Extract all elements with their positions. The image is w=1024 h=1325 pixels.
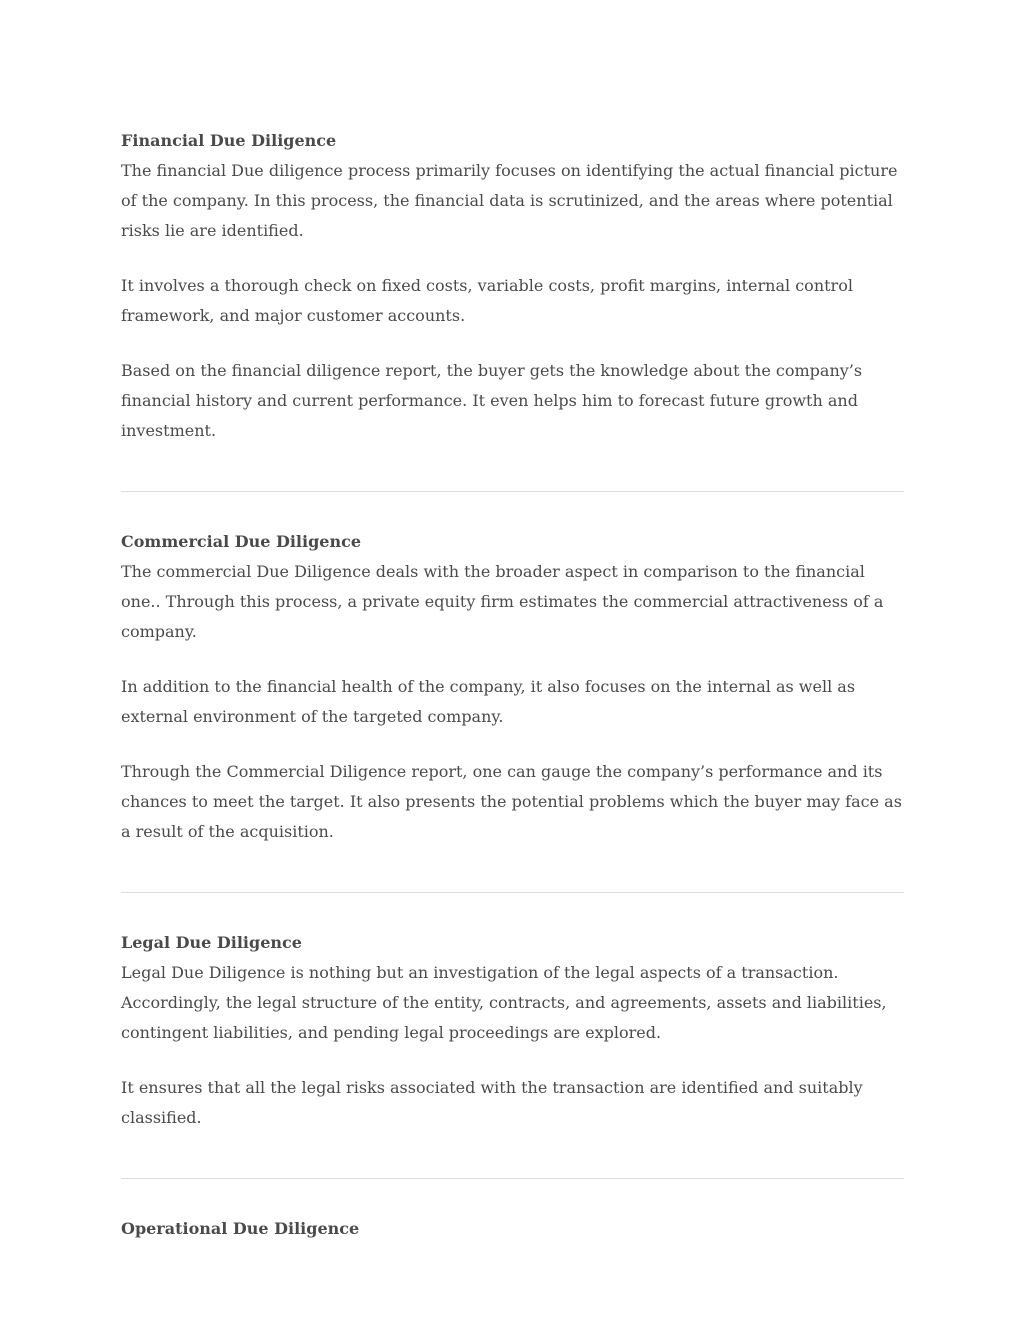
section-commercial: [121, 527, 904, 847]
paragraph: It involves a thorough check on fixed costs, variable costs, profit margins, internal control framework, and major customer accounts.: [121, 276, 853, 325]
paragraph: The financial Due diligence process primarily focuses on identifying the actual financial picture of the company. In this process, the financial data is scrutinized, and the areas where potential risks lie are identified.: [121, 161, 898, 240]
section-divider: [121, 892, 904, 893]
section-heading: Financial Due Diligence: [121, 131, 337, 150]
paragraph: Through the Commercial Diligence report, one can gauge the company’s performance and its chances to meet the target. It also presents the potential problems which the buyer may face as a result of the acquisition.: [121, 762, 902, 841]
paragraph: It ensures that all the legal risks associated with the transaction are identified and suitably classified.: [121, 1078, 863, 1127]
section-operational: [121, 1214, 904, 1244]
section-divider: [121, 491, 904, 492]
section-heading: Operational Due Diligence: [121, 1219, 360, 1238]
document-page: [121, 126, 904, 1244]
section-heading: Legal Due Diligence: [121, 933, 302, 952]
section-divider: [121, 1178, 904, 1179]
paragraph: Based on the financial diligence report, the buyer gets the knowledge about the company’s financial history and current performance. It even helps him to forecast future growth and investment.: [121, 361, 863, 440]
section-financial: [121, 126, 904, 446]
section-legal: [121, 928, 904, 1133]
paragraph: In addition to the financial health of the company, it also focuses on the internal as well as external environment of the targeted company.: [121, 677, 856, 726]
paragraph: The commercial Due Diligence deals with the broader aspect in comparison to the financial one.. Through this process, a private equity firm estimates the commercial attractiveness of a company.: [121, 562, 884, 641]
paragraph: Legal Due Diligence is nothing but an investigation of the legal aspects of a transaction. Accordingly, the legal structure of the entity, contracts, and agreements, assets and liabilities, contingent liabilities, and pending legal proceedings are explored.: [121, 963, 887, 1042]
section-heading: Commercial Due Diligence: [121, 532, 361, 551]
